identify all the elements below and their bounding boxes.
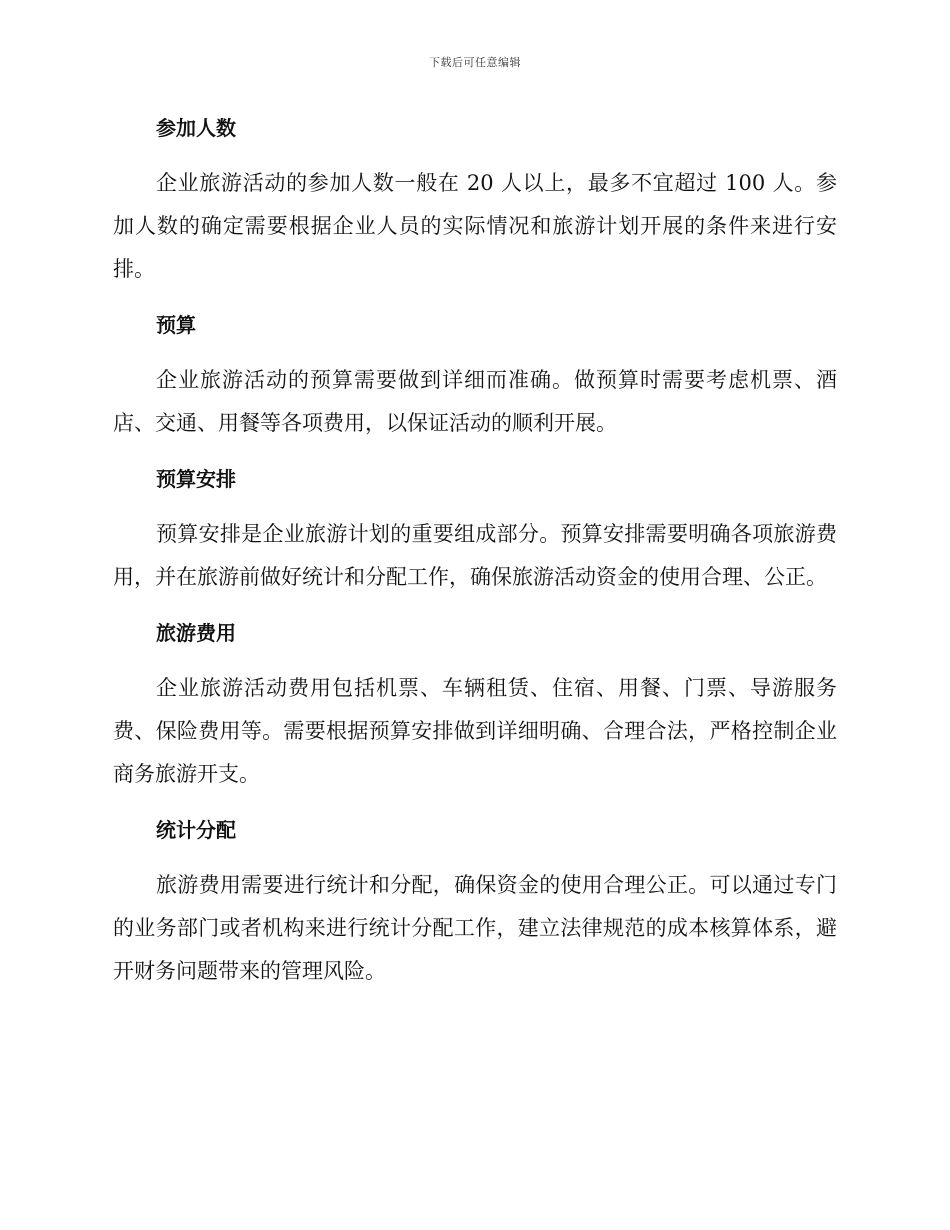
- section-heading: 参加人数: [156, 116, 236, 140]
- section-statistics-allocation: [113, 810, 837, 993]
- section-budget: [113, 305, 837, 445]
- section-heading: 预算安排: [156, 467, 236, 491]
- section-travel-expenses: [113, 613, 837, 796]
- section-budget-arrangement: [113, 459, 837, 599]
- section-heading: 统计分配: [156, 818, 236, 842]
- section-participants: [113, 108, 837, 291]
- section-paragraph: 旅游费用需要进行统计和分配，确保资金的使用合理公正。可以通过专门的业务部门或者机构来进行统计分配工作，建立法律规范的成本核算体系，避开财务问题带来的管理风险。: [113, 873, 837, 983]
- document-body: [113, 108, 837, 1007]
- section-paragraph: 预算安排是企业旅游计划的重要组成部分。预算安排需要明确各项旅游费用，并在旅游前做好统计和分配工作，确保旅游活动资金的使用合理、公正。: [113, 522, 837, 589]
- page-header: 下载后可任意编辑: [429, 56, 521, 69]
- section-paragraph: 企业旅游活动的预算需要做到详细而准确。做预算时需要考虑机票、酒店、交通、用餐等各项费用，以保证活动的顺利开展。: [113, 368, 837, 435]
- section-heading: 旅游费用: [156, 621, 236, 645]
- section-heading: 预算: [156, 313, 196, 337]
- section-paragraph: 企业旅游活动费用包括机票、车辆租赁、住宿、用餐、门票、导游服务费、保险费用等。需要根据预算安排做到详细明确、合理合法，严格控制企业商务旅游开支。: [113, 676, 837, 786]
- section-paragraph: 企业旅游活动的参加人数一般在 20 人以上，最多不宜超过 100 人。参加人数的确定需要根据企业人员的实际情况和旅游计划开展的条件来进行安排。: [113, 171, 837, 281]
